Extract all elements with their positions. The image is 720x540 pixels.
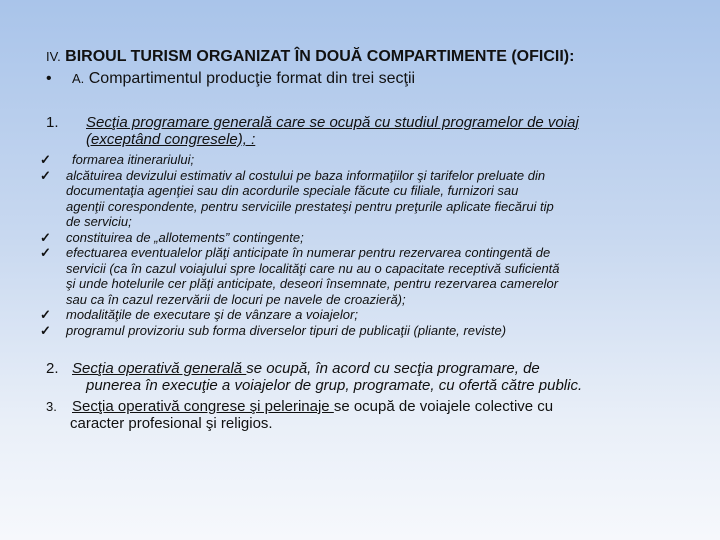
- list-item-line: documentaţia agenţiei sau din acordurile speciale făcute cu filiale, furnizori sau: [66, 183, 519, 198]
- list-item: [40, 323, 710, 339]
- list-item: [40, 245, 710, 307]
- section-3-cont: [70, 415, 273, 432]
- section-3-title: Secţia operativă congrese şi pelerinaje: [72, 398, 334, 415]
- list-item-line: alcătuirea devizului estimativ al costului pe baza informaţiilor şi tarifelor preluate din: [66, 167, 546, 183]
- checkmark-icon: ✓: [40, 167, 51, 183]
- list-item-line: efectuarea eventualelor plăţi anticipate în numerar pentru rezervarea contingentă de: [66, 245, 551, 260]
- list-item-text: [66, 152, 710, 168]
- checkmark-icon: ✓: [40, 245, 51, 260]
- section-2: [46, 360, 540, 377]
- section-heading: [46, 48, 574, 66]
- list-item-line: servicii (ca în cazul voiajului spre localităţi care nu au o capacitate receptivă suficientă: [66, 260, 560, 276]
- checkmark-icon: ✓: [40, 307, 51, 322]
- section-1-title-line1: Secţia programare generală care se ocupă cu studiul programelor de voiaj: [86, 114, 579, 131]
- checkmark-icon: ✓: [40, 229, 51, 245]
- section-2-number: 2.: [46, 360, 59, 377]
- list-item-line: agenţii corespondente, pentru serviciile prestateşi pentru preţurile aplicate fiecărui tip: [66, 198, 554, 214]
- checkmark-icon: ✓: [40, 322, 51, 338]
- section-3-number: 3.: [46, 399, 57, 414]
- list-item: [40, 168, 710, 230]
- heading-prefix: IV.: [46, 49, 61, 64]
- subheading-prefix: A.: [72, 71, 85, 86]
- subheading-text: Compartimentul producţie format din trei secţii: [84, 70, 416, 87]
- list-item-line: constituirea de „allotements” contingente;: [66, 229, 304, 245]
- list-item-text: [66, 245, 710, 307]
- task-checklist: [40, 152, 710, 338]
- list-item: [40, 152, 710, 168]
- list-item-text: [66, 168, 710, 230]
- list-item-line: şi unde hotelurile cer plăţi anticipate, deseori însemnate, pentru rezervarea camerelor: [66, 276, 559, 291]
- list-item-line: formarea itinerariului;: [72, 152, 195, 167]
- section-1-title-cont: [86, 131, 255, 148]
- section-1-number: 1.: [46, 114, 59, 131]
- list-item-line: de serviciu;: [66, 214, 132, 229]
- section-3-text-line2: caracter profesional şi religios.: [70, 415, 273, 432]
- section-2-title: Secţia operativă generală: [72, 360, 247, 377]
- list-item-line: modalităţile de executare şi de vânzare a voiajelor;: [66, 307, 358, 322]
- section-2-text-line2: punerea în execuţie a voiajelor de grup, programate, cu ofertă către public.: [86, 377, 583, 394]
- list-item-text: [66, 323, 710, 339]
- section-3: [46, 398, 553, 415]
- section-2-cont: [86, 377, 582, 394]
- list-item: [40, 230, 710, 246]
- list-item-text: [66, 230, 710, 246]
- bullet-icon: •: [46, 70, 52, 87]
- subheading: [46, 70, 415, 88]
- section-3-text: se ocupă de voiajele colective cu: [333, 398, 554, 415]
- heading-title: BIROUL TURISM ORGANIZAT ÎN DOUĂ COMPARTIMENTE (OFICII):: [60, 48, 575, 65]
- section-1-title-line2: (exceptând congresele), :: [86, 131, 256, 148]
- list-item: [40, 307, 710, 323]
- list-item-line: sau ca în cazul rezervării de locuri pe navele de croazieră);: [66, 291, 406, 307]
- checkmark-icon: ✓: [40, 152, 51, 167]
- section-1-title: [46, 114, 579, 131]
- section-2-text: se ocupă, în acord cu secţia programare, de: [246, 360, 540, 377]
- list-item-text: [66, 307, 710, 323]
- list-item-line: programul provizoriu sub forma diverselor tipuri de publicaţii (pliante, reviste): [66, 322, 507, 338]
